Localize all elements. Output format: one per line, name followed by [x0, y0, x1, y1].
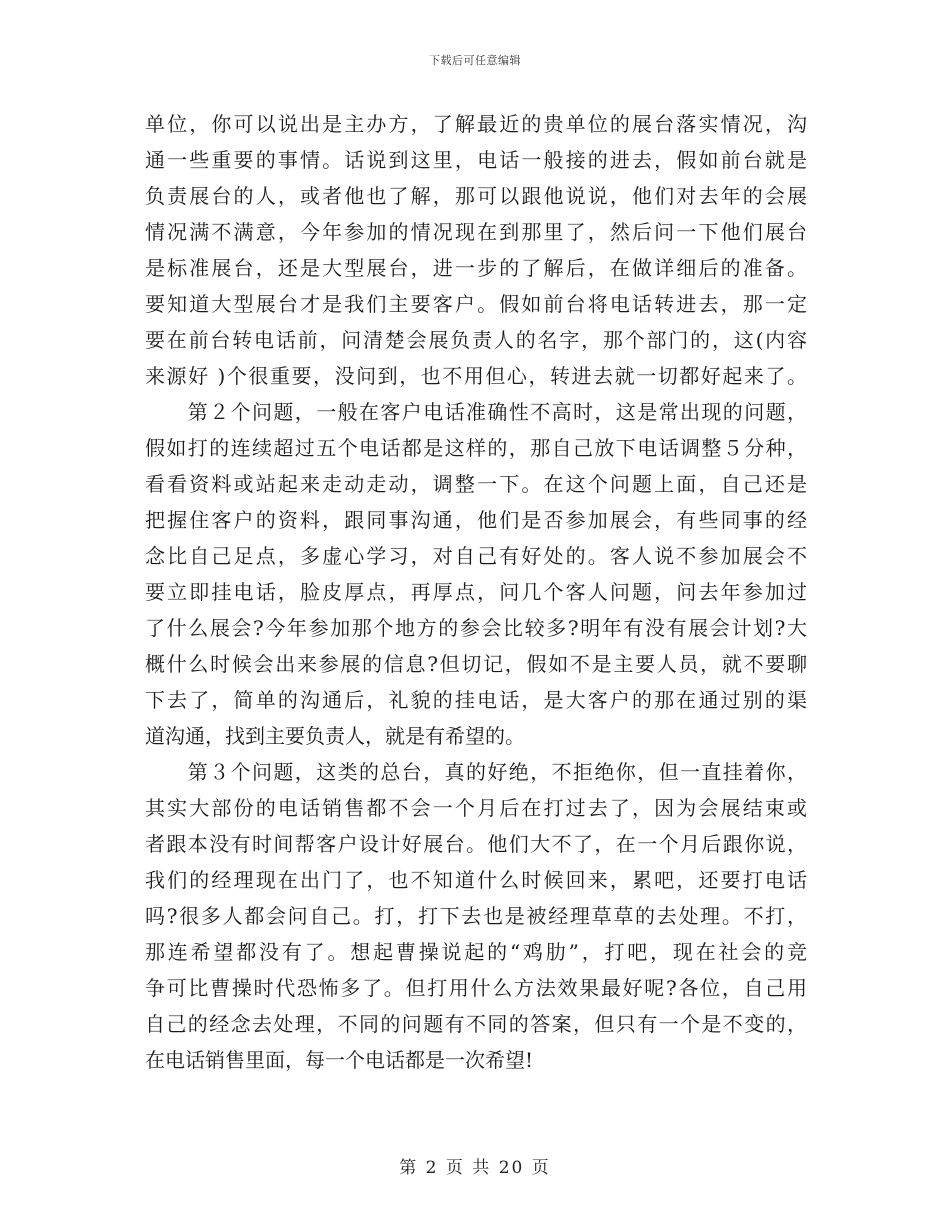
text-line: 我们的经理现在出门了，也不知道什么时候回来，累吧，还要打电话	[145, 868, 807, 892]
text-line: 要知道大型展台才是我们主要客户。假如前台将电话转进去，那一定	[145, 292, 807, 316]
text-line: 自己的经念去处理，不同的问题有不同的答案，但只有一个是不变的，	[145, 1012, 807, 1036]
text-line: 要在前台转电话前，问清楚会展负责人的名字，那个部门的，这(内容	[145, 328, 807, 352]
text-line: 把握住客户的资料，跟同事沟通，他们是否参加展会，有些同事的经	[145, 508, 807, 532]
text-line: 单位，你可以说出是主办方，了解最近的贵单位的展台落实情况，沟	[145, 112, 807, 136]
document-body	[145, 106, 807, 1078]
text-line: 负责展台的人，或者他也了解，那可以跟他说说，他们对去年的会展	[145, 184, 807, 208]
text-line: 者跟本没有时间帮客户设计好展台。他们大不了，在一个月后跟你说，	[145, 832, 807, 856]
text-line: 是标准展台，还是大型展台，进一步的了解后，在做详细后的准备。	[145, 256, 807, 280]
text-line: 在电话销售里面，每一个电话都是一次希望!	[145, 1048, 534, 1072]
text-line: 来源好 )个很重要，没问到，也不用但心，转进去就一切都好起来了。	[145, 364, 807, 388]
text-line: 了什么展会?今年参加那个地方的参会比较多?明年有没有展会计划?大	[145, 616, 807, 640]
text-line: 看看资料或站起来走动走动，调整一下。在这个问题上面，自己还是	[145, 472, 807, 496]
text-line: 概什么时候会出来参展的信息?但切记，假如不是主要人员，就不要聊	[145, 652, 807, 676]
text-line: 吗?很多人都会问自己。打，打下去也是被经理草草的去处理。不打，	[145, 904, 807, 928]
text-line: 道沟通，找到主要负责人，就是有希望的。	[145, 724, 525, 748]
page-footer: 第 2 页 共 20 页	[399, 1158, 551, 1178]
text-line: 争可比曹操时代恐怖多了。但打用什么方法效果最好呢?各位，自己用	[145, 976, 807, 1000]
text-line: 其实大部份的电话销售都不会一个月后在打过去了，因为会展结束或	[145, 796, 807, 820]
text-line: 念比自己足点，多虚心学习，对自己有好处的。客人说不参加展会不	[145, 544, 807, 568]
text-line: 下去了，简单的沟通后，礼貌的挂电话，是大客户的那在通过别的渠	[145, 688, 807, 712]
text-line: 通一些重要的事情。话说到这里，电话一般接的进去，假如前台就是	[145, 148, 807, 172]
text-line: 要立即挂电话，脸皮厚点，再厚点，问几个客人问题，问去年参加过	[145, 580, 807, 604]
text-line: 第２个问题，一般在客户电话准确性不高时，这是常出现的问题，	[145, 400, 807, 424]
text-line: 情况满不满意，今年参加的情况现在到那里了，然后问一下他们展台	[145, 220, 807, 244]
text-line: 那连希望都没有了。想起曹操说起的“鸡肋”，打吧，现在社会的竞	[145, 940, 807, 964]
text-line: 假如打的连续超过五个电话都是这样的，那自己放下电话调整５分种，	[145, 436, 807, 460]
page-header: 下载后可任意编辑	[429, 54, 521, 67]
text-line: 第３个问题，这类的总台，真的好绝，不拒绝你，但一直挂着你，	[145, 760, 807, 784]
